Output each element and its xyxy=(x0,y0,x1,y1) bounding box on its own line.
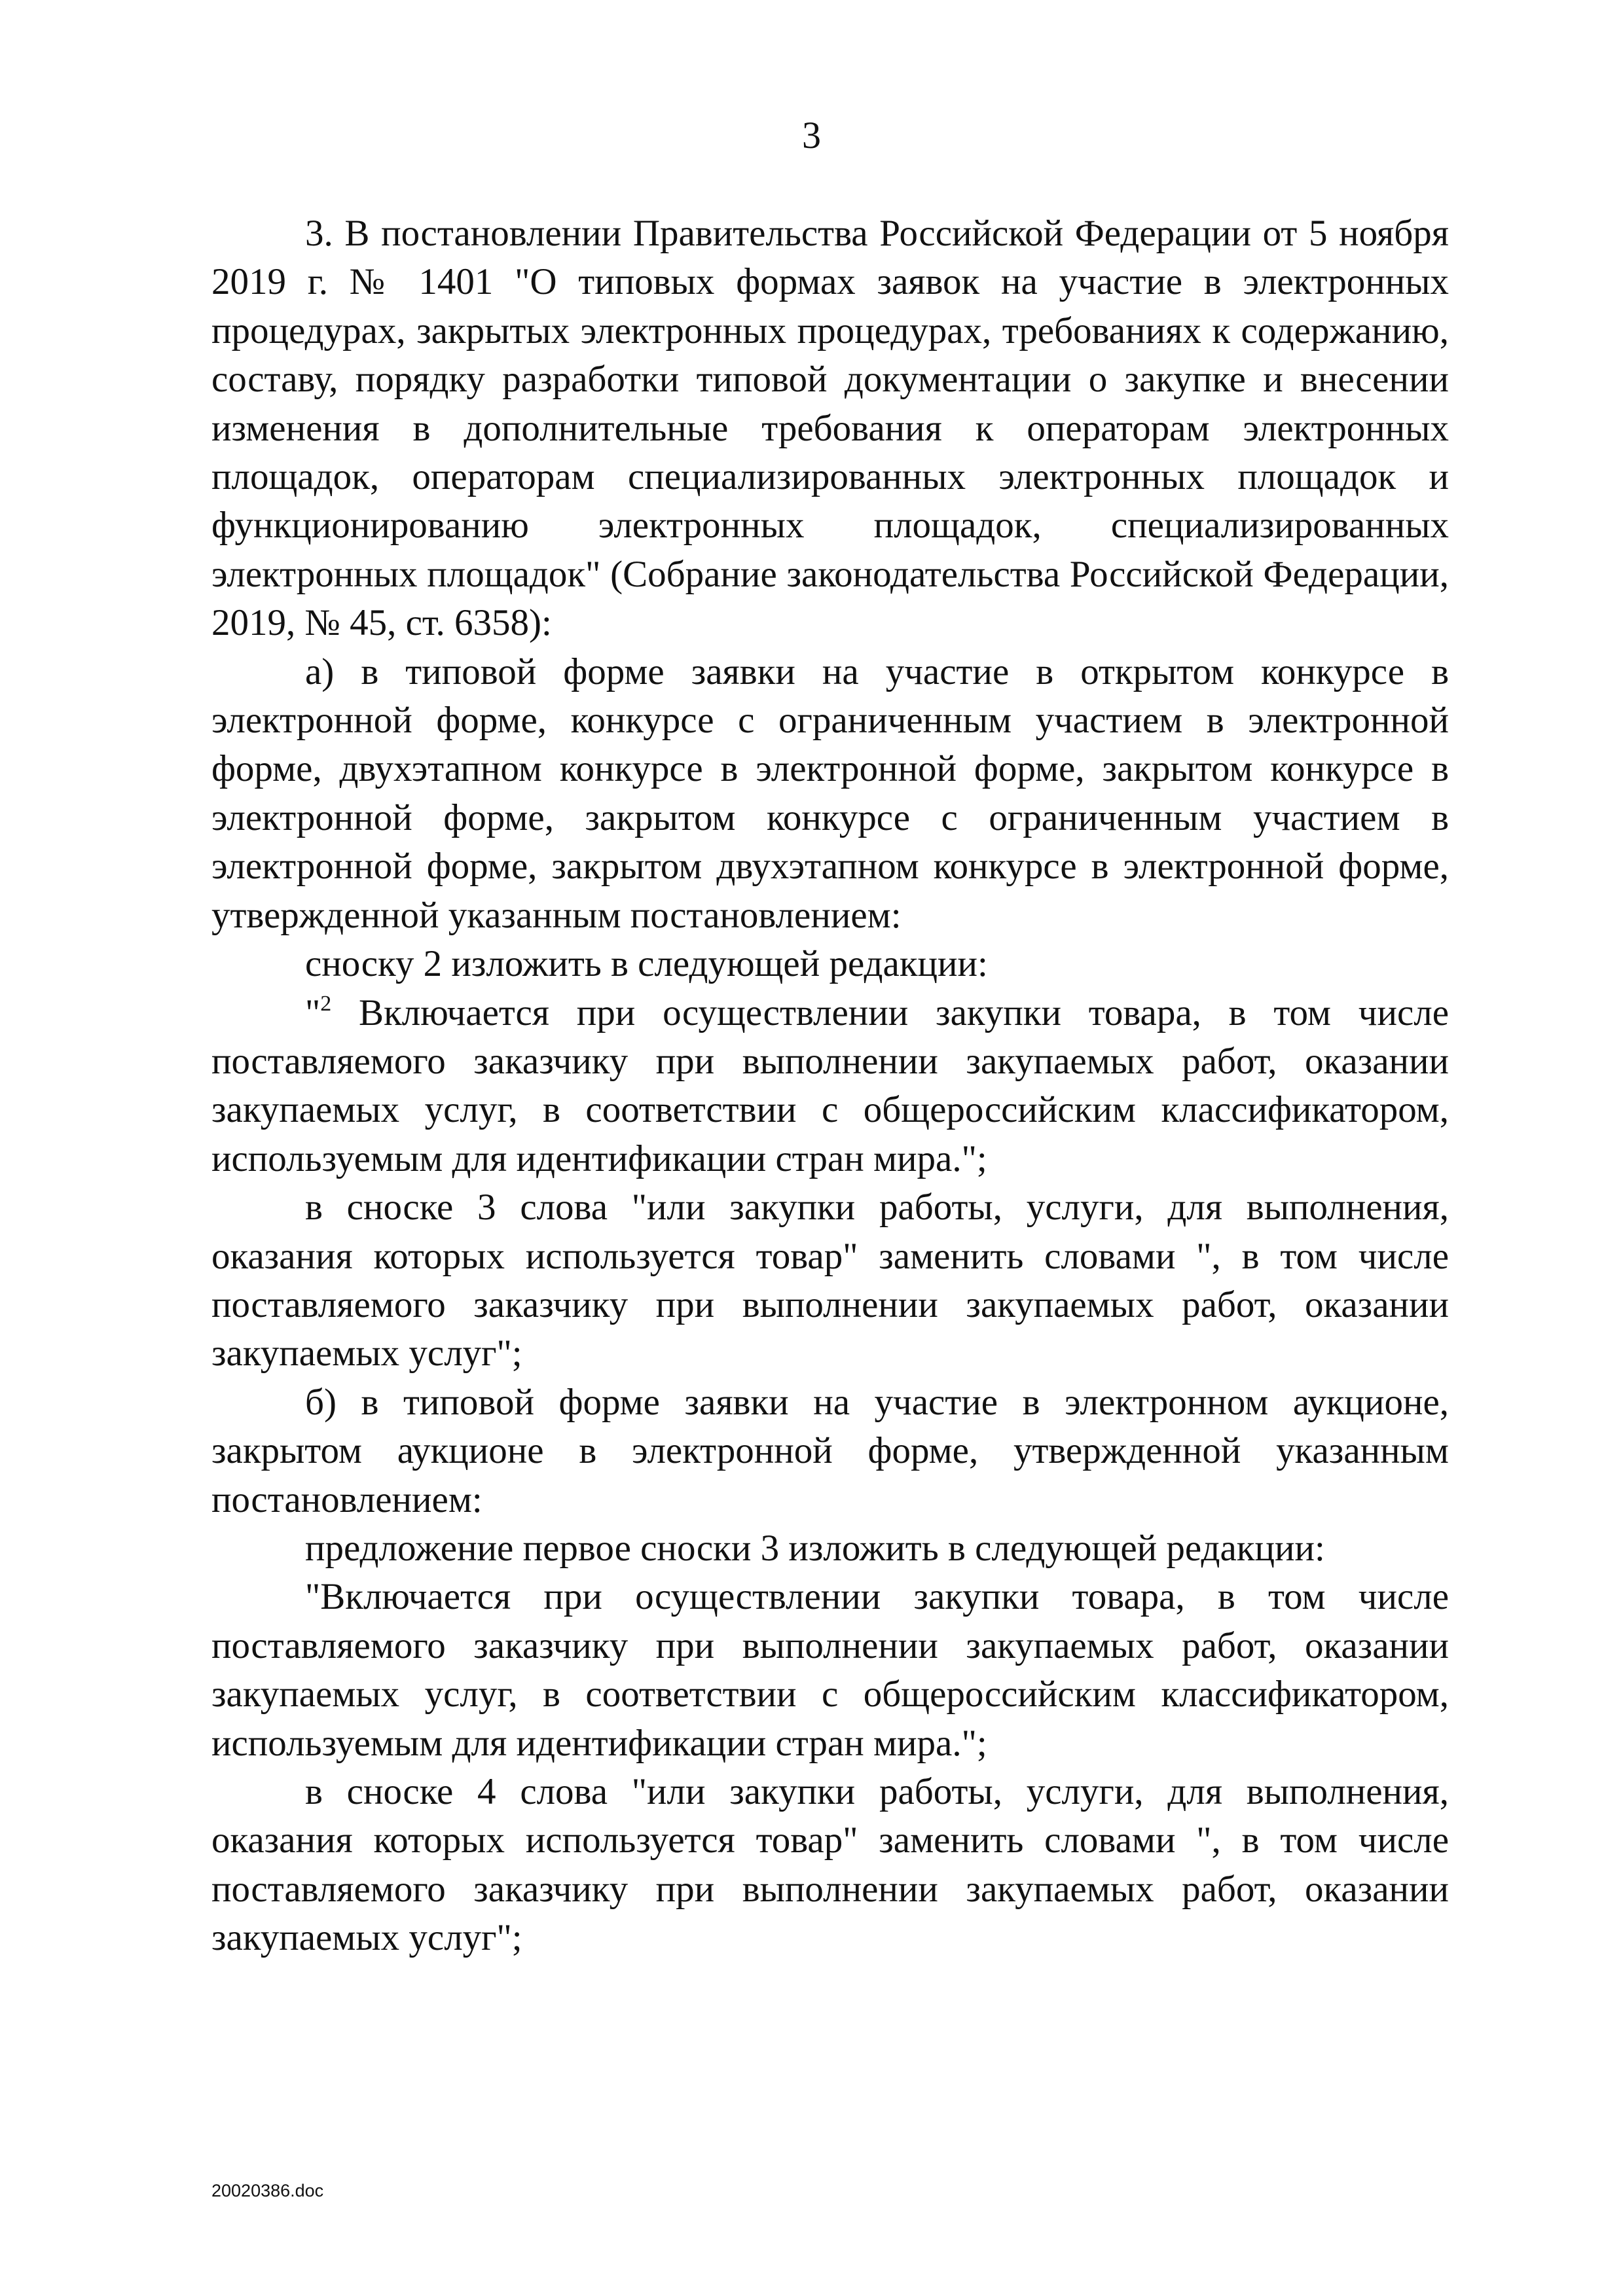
paragraph-resolution-1401: 3. В постановлении Правительства Российской Федерации от 5 ноября 2019 г. № 1401 "О типовых формах заявок на участие в электронных процедурах, закрытых электронных процедурах, требованиях к содержанию, составу, порядку разработки типовой документации о закупке и внесении изменения в дополнительные требования к операторам электронных площадок, операторам специализированных электронных площадок и функционированию электронных площадок, специализированных электронных площадок" (Собрание законодательства Российской Федерации, 2019, № 45, ст. 6358): xyxy=(211,213,1449,644)
paragraph-footnote-2-text xyxy=(211,989,1449,1184)
footnote-superscript: 2 xyxy=(320,991,332,1016)
footnote-2-body: Включается при осуществлении закупки товара, в том числе поставляемого заказчику при выполнении закупаемых работ, оказании закупаемых услуг, в соответствии с общероссийским классификатором, используемым для идентификации стран мира."; xyxy=(211,992,1449,1179)
paragraph-footnote-4-replace: в сноске 4 слова "или закупки работы, услуги, для выполнения, оказания которых используется товар" заменить словами ", в том числе поставляемого заказчику при выполнении закупаемых работ, оказании закупаемых услуг"; xyxy=(211,1771,1449,1959)
paragraph-item-b: б) в типовой форме заявки на участие в электронном аукционе, закрытом аукционе в электронной форме, утвержденной указанным постановлением: xyxy=(211,1381,1449,1520)
paragraph-footnote-3-instruction: предложение первое сноски 3 изложить в следующей редакции: xyxy=(305,1527,1325,1569)
document-body xyxy=(211,209,1449,1963)
document-code: 20020386.doc xyxy=(211,2181,324,2200)
paragraph-footnote-2-instruction: сноску 2 изложить в следующей редакции: xyxy=(305,943,988,985)
paragraph-item-a: а) в типовой форме заявки на участие в открытом конкурсе в электронной форме, конкурсе с ограниченным участием в электронной форме, двухэтапном конкурсе в электронной форме, закрытом конкурсе в электронной форме, закрытом конкурсе с ограниченным участием в электронной форме, закрытом двухэтапном конкурсе в электронной форме, утвержденной указанным постановлением: xyxy=(211,651,1449,936)
paragraph-footnote-3-text: "Включается при осуществлении закупки товара, в том числе поставляемого заказчику при выполнении закупаемых работ, оказании закупаемых услуг, в соответствии с общероссийским классификатором, используемым для идентификации стран мира."; xyxy=(211,1576,1449,1764)
paragraph-footnote-3-replace: в сноске 3 слова "или закупки работы, услуги, для выполнения, оказания которых используется товар" заменить словами ", в том числе поставляемого заказчику при выполнении закупаемых работ, оказании закупаемых услуг"; xyxy=(211,1187,1449,1374)
page-number: 3 xyxy=(802,114,821,156)
open-quote: " xyxy=(305,992,321,1033)
